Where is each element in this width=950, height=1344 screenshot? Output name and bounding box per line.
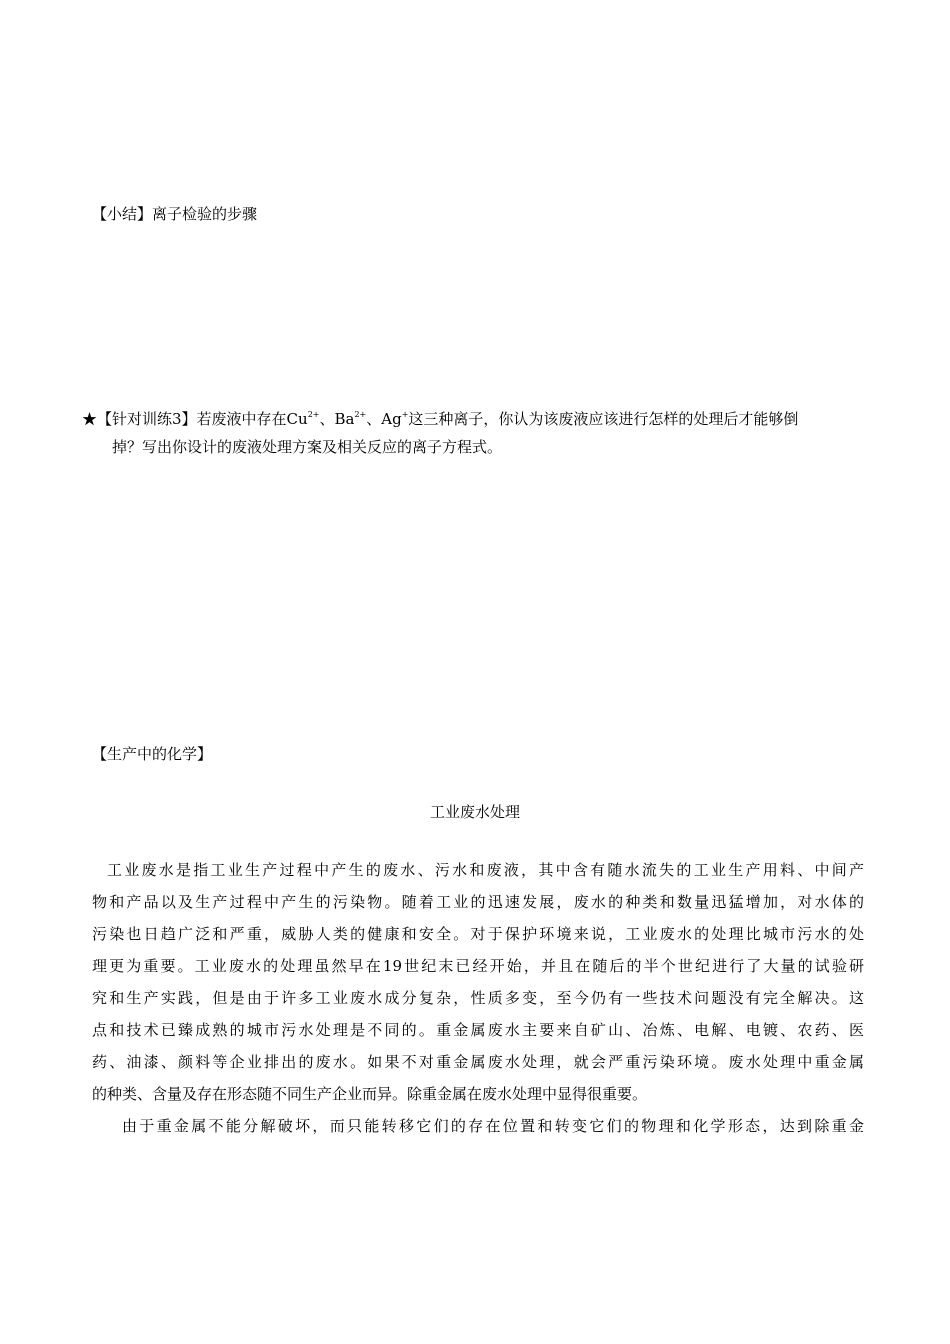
article-body [92,854,864,1142]
exercise-question [82,405,872,461]
article-line: 点和技术已臻成熟的城市污水处理是不同的。重金属废水主要来自矿山、冶炼、电解、电镀、农药、医 [92,1021,864,1039]
exercise-line-2: 掉？写出你设计的废液处理方案及相关反应的离子方程式。 [112,438,503,456]
exercise-line-1-suffix: 这三种离子，你认为该废液应该进行怎样的处理后才能够倒 [408,410,799,428]
exercise-sep-2: 、Ag [366,410,402,428]
ba-charge: 2+ [354,410,367,419]
ag-charge: + [401,410,409,419]
article-line: 理更为重要。工业废水的处理虽然早在19世纪末已经开始，并且在随后的半个世纪进行了大量的试验研 [92,957,864,975]
article-line: 药、油漆、颜料等企业排出的废水。如果不对重金属废水处理，就会严重污染环境。废水处理中重金属 [92,1053,864,1071]
article-line: 由于重金属不能分解破坏，而只能转移它们的存在位置和转变它们的物理和化学形态，达到除重金 [122,1117,864,1135]
article-line: 究和生产实践，但是由于许多工业废水成分复杂，性质多变，至今仍有一些技术问题没有完全解决。这 [92,989,864,1007]
article-line: 工业废水是指工业生产过程中产生的废水、污水和废液，其中含有随水流失的工业生产用料、中间产 [107,861,864,879]
article-line: 的种类、含量及存在形态随不同生产企业而异。除重金属在废水处理中显得很重要。 [92,1085,648,1103]
summary-heading: 【小结】离子检验的步骤 [92,205,258,223]
article-line: 污染也日趋广泛和严重，威胁人类的健康和安全。对于保护环境来说，工业废水的处理比城市污水的处 [92,925,864,943]
exercise-sep-1: 、Ba [319,410,355,428]
exercise-line-1 [82,405,872,433]
article-title: 工业废水处理 [429,803,520,821]
cu-charge: 2+ [307,410,320,419]
exercise-line-1-prefix: ★【针对训练3】若废液中存在Cu [82,410,308,428]
section-heading: 【生产中的化学】 [92,745,213,763]
article-line: 物和产品以及生产过程中产生的污染物。随着工业的迅速发展，废水的种类和数量迅猛增加，对水体的 [92,893,864,911]
